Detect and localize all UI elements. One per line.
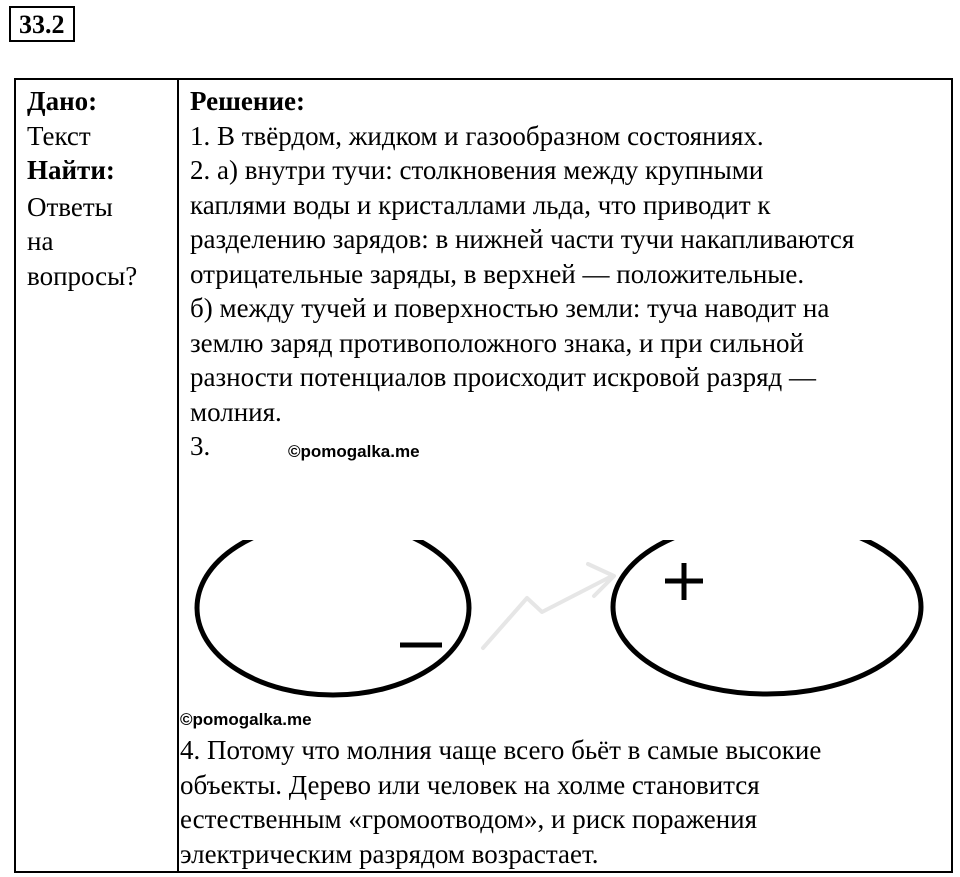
solution-title: Решение:: [190, 86, 305, 116]
watermark: ©pomogalka.me: [180, 710, 312, 729]
solution-line: б) между тучей и поверхностью земли: туча наводит на: [190, 293, 830, 323]
solution-line: электрическим разрядом возрастает.: [180, 838, 599, 869]
solution-line: разности потенциалов происходит искровой разряд —: [190, 362, 816, 392]
watermark: ©pomogalka.me: [288, 442, 420, 461]
left-cloud: [197, 540, 469, 695]
solution-line: землю заряд противоположного знака, и при сильной: [190, 327, 804, 358]
given-title: Дано:: [27, 86, 98, 116]
find-line: на: [27, 226, 54, 256]
cloud-figure: [180, 540, 940, 710]
solution-line: отрицательные заряды, в верхней — положительные.: [190, 258, 805, 289]
solution-line: каплями воды и кристаллами льда, что приводит к: [190, 189, 771, 220]
solution-line: 3.: [190, 431, 211, 461]
solution-line: 1. В твёрдом, жидком и газообразном состояниях.: [190, 120, 764, 151]
solution-line: 2. а) внутри тучи: столкновения между крупными: [190, 155, 764, 185]
solution-line: молния.: [190, 396, 282, 427]
final-answer: [180, 733, 821, 871]
solution-line: естественным «громоотводом», и риск поражения: [180, 804, 758, 834]
find-line: Ответы: [27, 191, 113, 222]
problem-number: 33.2: [9, 6, 75, 42]
given-value: Текст: [27, 120, 91, 151]
lightning-arrow-icon: [483, 564, 614, 648]
right-cloud: [613, 540, 921, 694]
find-title: Найти:: [27, 155, 115, 185]
solution-line: объекты. Дерево или человек на холме становится: [180, 769, 760, 800]
find-line: вопросы?: [27, 260, 138, 291]
given-column: [15, 79, 178, 872]
solution-line: разделению зарядов: в нижней части тучи накапливаются: [190, 224, 855, 254]
solution-line: 4. Потому что молния чаще всего бьёт в самые высокие: [180, 735, 822, 765]
